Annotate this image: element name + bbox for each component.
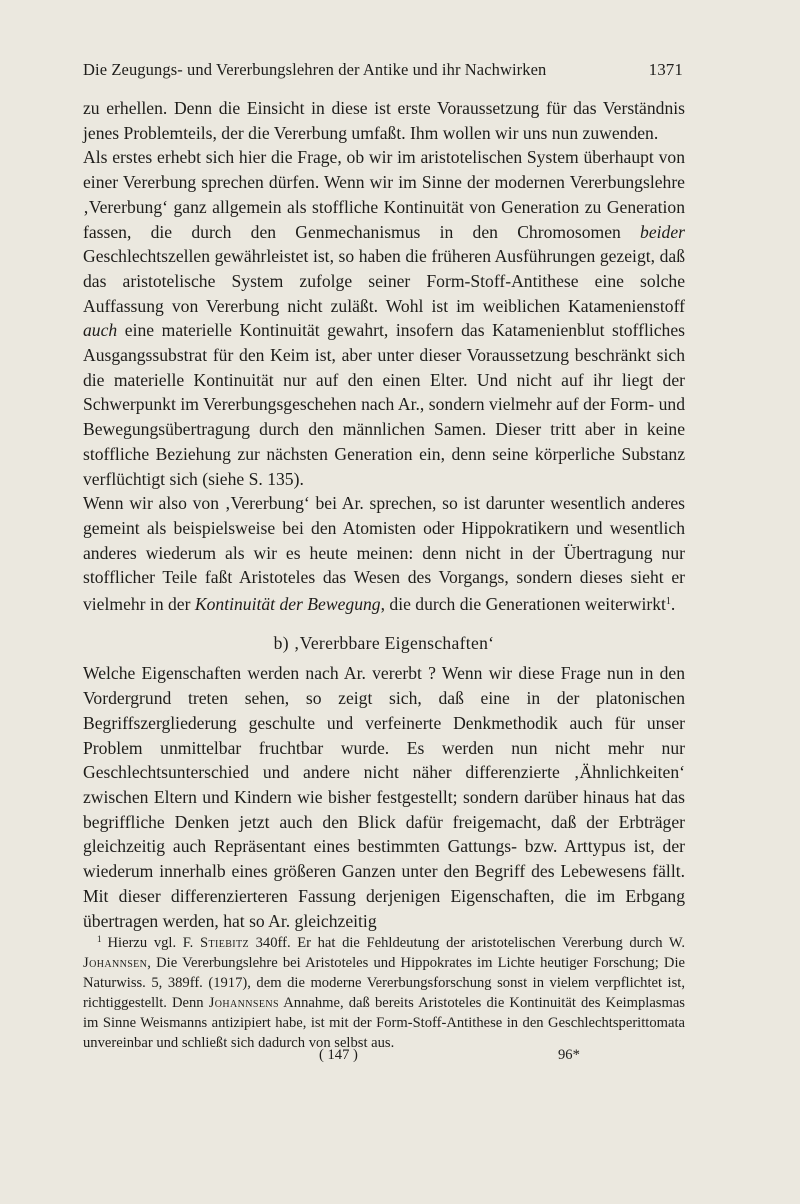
paragraph: zu erhellen. Denn die Einsicht in diese ist erste Voraussetzung für das Verständnis jenes Problemteils, der die Vererbung umfaßt. Ihm wollen wir uns nun zuwenden. [83, 98, 685, 143]
main-text [83, 96, 685, 933]
author-name: Johannsen [83, 954, 148, 971]
paragraph: Wenn wir also von ‚Vererbung‘ bei Ar. sprechen, so ist darunter wesentlich anderes gemeint als beispielsweise bei den Atomisten oder Hippokratikern und wesentlich anderes wiederum als wir es heute meinen: denn nicht in der Übertragung nur stofflicher Teile faßt Aristoteles das Wesen des Vorgangs, sondern dieses sieht er vielmehr in der Kontinuität der Bewegung, die durch die Generationen weiterwirkt$^1$. [83, 493, 685, 615]
signature-mark: 96* [558, 1047, 580, 1063]
paragraph: Als erstes erhebt sich hier die Frage, ob wir im aristotelischen System überhaupt von einer Vererbung sprechen dürfen. Wenn wir im Sinne der modernen Vererbungslehre ‚Vererbung‘ ganz allgemein als stoffliche Kontinuität von Generation zu Generation fassen, die durch den Genmechanismus in den Chromosomen beider Geschlechtszellen gewährleistet ist, so haben die früheren Ausführungen gezeigt, daß das aristotelische System zufolge seiner Form-Stoff-Antithese eine solche Auffassung von Vererbung nicht zuläßt. Wohl ist im weiblichen Katamenienstoff auch eine materielle Kontinuität gewahrt, insofern das Katamenienblut stoffliches Ausgangssubstrat für den Keim ist, aber unter dieser Voraussetzung beschränkt sich die materielle Kontinuität nur auf den einen Elter. Und nicht auf ihr liegt der Schwerpunkt im Vererbungsgeschehen nach Ar., sondern vielmehr auf der Form- und Bewegungsübertragung durch den männlichen Samen. Dieser tritt aber in keine stoffliche Beziehung zur nächsten Generation ein, denn seine körperliche Substanz verflüchtigt sich (siehe S. 135). [83, 147, 685, 489]
emphasis: Kontinuität der Bewegung [194, 594, 381, 615]
author-name: Johannsens [208, 994, 279, 1011]
emphasis: beider [640, 221, 685, 242]
footnote-reference[interactable]: 1 [665, 596, 671, 608]
paragraph: Welche Eigenschaften werden nach Ar. vererbt ? Wenn wir diese Frage nun in den Vordergrund treten sehen, so zeigt sich, daß eine in der platonischen Begriffszergliederung geschulte und verfeinerte Denkmethodik auch für unser Problem unmittelbar fruchtbar wurde. Es werden nun nicht mehr nur Geschlechtsunterschied und andere nicht näher differenzierte ‚Ähnlichkeiten‘ zwischen Eltern und Kindern wie bisher festgestellt; sondern darüber hinaus hat das begriffliche Denken jetzt auch den Blick dafür freigemacht, daß der Erbträger gleichzeitig auch Repräsentant eines bestimmten Gattungs- bzw. Arttypus ist, der wiederum innerhalb eines größeren Ganzen unter den Begriff des Lebewesens fällt. Mit dieser differenzierteren Fassung derjenigen Eigenschaften, die im Erbgang übertragen werden, hat so Ar. gleichzeitig [83, 663, 685, 931]
section-subheading: b) ‚Vererbbare Eigenschaften‘ [273, 632, 495, 653]
running-title: Die Zeugungs- und Vererbungslehren der Antike und ihr Nachwirken [83, 60, 547, 79]
footnote: $^1$ Hierzu vgl. F. Stiebitz 340ff. Er hat die Fehldeutung der aristotelischen Vererbung durch W. Johannsen, Die Vererbungslehre bei Aristoteles und Hippokrates im Lichte heutiger Forschung; Die Naturwiss. 5, 389ff. (1917), dem die moderne Vererbungsforschung sonst in vielem verpflichtet ist, richtiggestellt. Denn Johannsens Annahme, daß bereits Aristoteles die Kontinuität des Keimplasmas im Sinne Weismanns antizipiert habe, ist mit der Form-Stoff-Antithese in den Geschlechtsperittomata unvereinbar und schließt sich dadurch von selbst aus. [83, 934, 685, 1051]
author-name: Stiebitz [199, 935, 250, 951]
emphasis: auch [83, 320, 118, 341]
page-number: ( 147 ) [319, 1047, 358, 1063]
running-header [83, 60, 683, 80]
folio-number: 1371 [648, 60, 683, 79]
footnote-block [83, 930, 685, 1053]
footnote-marker: 1 [97, 934, 102, 944]
page-footer [83, 1047, 683, 1069]
